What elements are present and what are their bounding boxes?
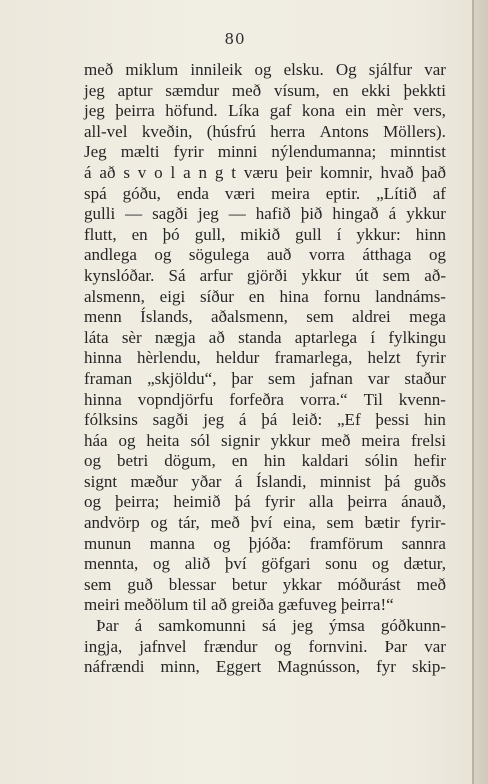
text-line: andlega og sögulega auð vorra átthaga og <box>84 245 446 265</box>
text-line: hinna hèrlendu, heldur framarlega, helzt fyrir <box>84 348 446 368</box>
text-line: með miklum innileik og elsku. Og sjálfur var <box>84 60 446 79</box>
text-line: jeg þeirra höfund. Líka gaf kona ein mèr vers, <box>84 101 446 121</box>
text-line: andvörp og tár, með því eina, sem bætir fyrir- <box>84 513 446 533</box>
text-line: flutt, en þó gull, mikið gull í ykkur: hinn <box>84 224 446 244</box>
text-line: spá góðu, enda væri meira eptir. „Lítið af <box>84 183 446 203</box>
text-line: mennta, og alið því göfgari sonu og dætur, <box>84 554 446 574</box>
text-line: Jeg mælti fyrir minni nýlendumanna; minntist <box>84 142 446 162</box>
text-line: háa og heita sól signir ykkur með meira frelsi <box>84 430 446 450</box>
text-line: sem guð blessar betur ykkar móðurást með <box>84 574 446 594</box>
text-line: gulli — sagði jeg — hafið þið hingað á ykkur <box>84 204 446 224</box>
text-line: láta sèr nægja að standa aptarlega í fylkingu <box>84 327 446 347</box>
text-line: jeg aptur sæmdur með vísum, en ekki þekkti <box>84 80 446 100</box>
text-line: náfrændi minn, Eggert Magnússon, fyr skip- <box>84 657 446 677</box>
text-line: meiri meðölum til að greiða gæfuveg þeirra!“ <box>84 595 394 615</box>
text-line: og betri dögum, en hin kaldari sólin hefir <box>84 451 446 471</box>
page-edge-shadow <box>474 0 488 784</box>
text-line: Þar á samkomunni sá jeg ýmsa góðkunn- <box>96 616 446 636</box>
text-line: ingja, jafnvel frændur og fornvini. Þar var <box>84 636 446 656</box>
text-line: munun manna og þjóða: framförum sannra <box>84 533 446 553</box>
text-line: á að s v o l a n g t væru þeir komnir, hvað það <box>84 162 446 182</box>
text-line: framan „skjöldu“, þar sem jafnan var staður <box>84 368 446 388</box>
page-edge-line <box>472 0 474 784</box>
text-line: kynslóðar. Sá arfur gjörði ykkur út sem að- <box>84 265 446 285</box>
text-line: alsmenn, eigi síður en hina fornu landnáms- <box>84 286 446 306</box>
page-number: 80 <box>224 30 246 48</box>
text-line: hinna vopndjörfu forfeðra vorra.“ Til kvenn- <box>84 389 446 409</box>
body-text <box>84 60 446 678</box>
text-line: all-vel kveðin, (húsfrú herra Antons Möllers). <box>84 121 446 141</box>
text-line: signt mæður yðar á Íslandi, minnist þá guðs <box>84 471 446 491</box>
text-line: og þeirra; heimið þá fyrir alla þeirra ánauð, <box>84 492 446 512</box>
text-line: menn Íslands, aðalsmenn, sem aldrei mega <box>84 307 446 327</box>
text-line: fólksins sagði jeg á þá leið: „Ef þessi hin <box>84 410 446 430</box>
